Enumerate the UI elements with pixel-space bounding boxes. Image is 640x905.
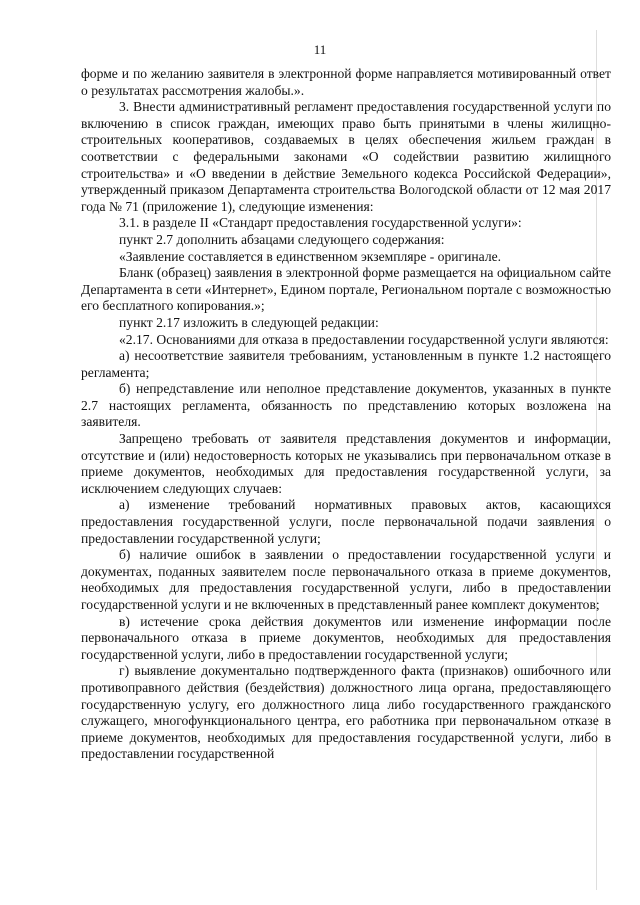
- paragraph-item-3: 3. Внести административный регламент предоставления государственной услуги по включению в список граждан, имеющих право быть принятыми в члены жилищно-строительных кооперативов, создаваемых в целях обеспечения жильем граждан в соответствии с федеральными законами «О содействии развитию жилищного строительства» и «О введении в действие Земельного кодекса Российской Федерации», утвержденный приказом Департамента строительства Вологодской области от 12 мая 2017 года № 71 (приложение 1), следующие изменения:: [81, 99, 611, 214]
- paragraph-case-b: б) наличие ошибок в заявлении о предоставлении государственной услуги и документах, поданных заявителем после первоначального отказа в приеме документов, необходимых для предоставления государственной услуги, либо в предоставлении государственной услуги и не включенных в представленный ранее комплект документов;: [81, 547, 611, 612]
- document-body: [81, 66, 611, 763]
- paragraph-grounds-b: б) непредставление или неполное представление документов, указанных в пункте 2.7 настоящих регламента, обязанность по представлению которых возложена на заявителя.: [81, 381, 611, 430]
- paragraph-prohibited: Запрещено требовать от заявителя представления документов и информации, отсутствие и (или) недостоверность которых не указывались при первоначальном отказе в приеме документов, необходимых для предоставления государственной услуги, за исключением следующих случаев:: [81, 431, 611, 496]
- paragraph-grounds-refusal: «2.17. Основаниями для отказа в предоставлении государственной услуги являются:: [119, 331, 609, 347]
- paragraph-point-2-17: пункт 2.17 изложить в следующей редакции:: [119, 314, 379, 330]
- paragraph-case-d: г) выявление документально подтвержденного факта (признаков) ошибочного или противоправного действия (бездействия) должностного лица органа, предоставляющего государственную услугу, его должностного лица либо государственного гражданского служащего, многофункционального центра, его работника при первоначальном отказе в приеме документов, необходимых для предоставления государственной услуги, либо в предоставлении государственной: [81, 663, 611, 762]
- paragraph-case-c: в) истечение срока действия документов или изменение информации после первоначального отказа в приеме документов, необходимых для предоставления государственной услуги, либо в предоставлении государственной услуги;: [81, 613, 611, 662]
- paragraph-item-3-1: 3.1. в разделе II «Стандарт предоставления государственной услуги»:: [119, 215, 522, 231]
- paragraph-case-a: а) изменение требований нормативных правовых актов, касающихся предоставления государственной услуги, после первоначальной подачи заявления о предоставлении государственной услуги;: [81, 497, 611, 546]
- paragraph-continuation: форме и по желанию заявителя в электронной форме направляется мотивированный ответ о результатах рассмотрения жалобы.».: [81, 66, 611, 98]
- paragraph-point-2-7: пункт 2.7 дополнить абзацами следующего содержания:: [119, 231, 445, 247]
- paragraph-form-blank: Бланк (образец) заявления в электронной форме размещается на официальном сайте Департамента в сети «Интернет», Едином портале, Региональном портале с возможностью его бесплатного копирования.»;: [81, 265, 611, 314]
- page-number: 11: [313, 42, 327, 57]
- paragraph-application-original: «Заявление составляется в единственном экземпляре - оригинале.: [119, 248, 502, 264]
- paragraph-grounds-a: а) несоответствие заявителя требованиям, установленным в пункте 1.2 настоящего регламента;: [81, 348, 611, 380]
